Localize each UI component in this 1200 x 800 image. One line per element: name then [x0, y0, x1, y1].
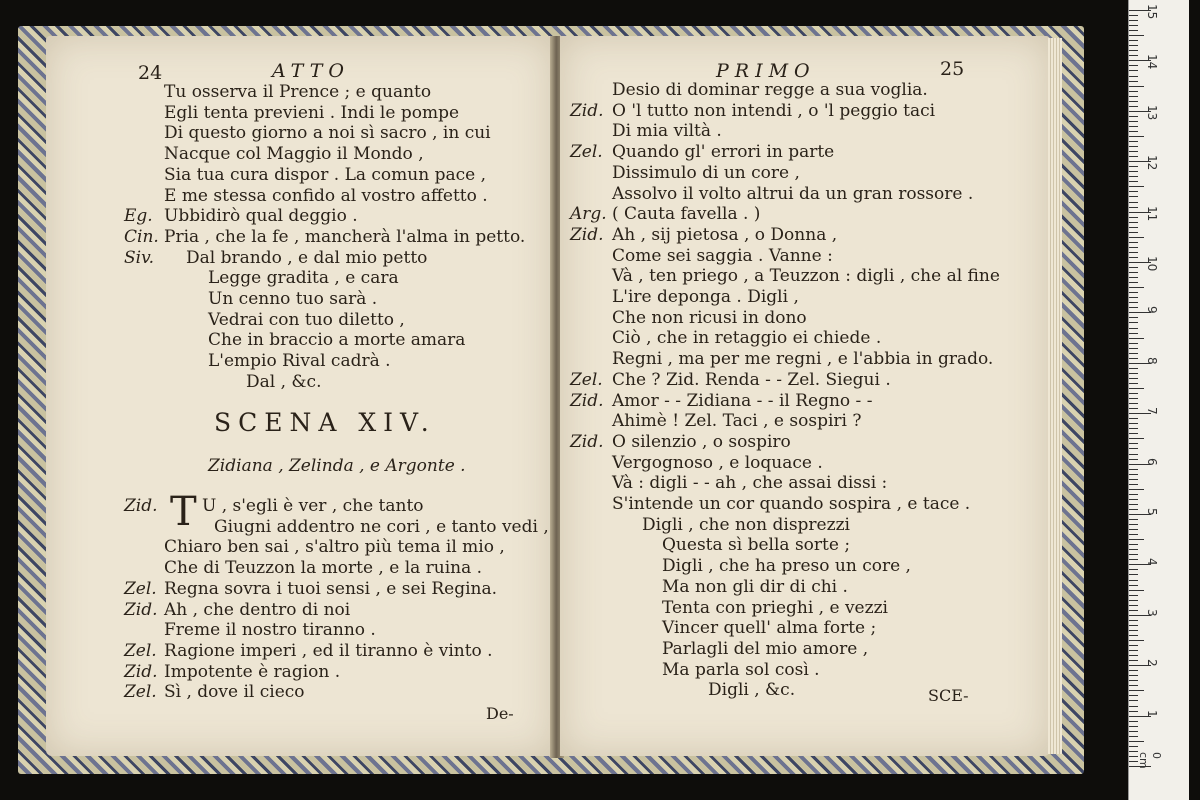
verse-line: Amor - - Zidiana - - il Regno - -: [612, 390, 873, 411]
right-page: [560, 36, 1050, 756]
verse-line: Impotente è ragion .: [164, 661, 341, 682]
ruler-tick: [1129, 438, 1144, 439]
speaker-abbreviation: Arg.: [570, 204, 607, 225]
ruler-tick: [1129, 247, 1138, 248]
ruler-tick: [1129, 181, 1138, 182]
ruler-tick: [1129, 378, 1138, 379]
ruler-tick: [1129, 348, 1138, 349]
verse-line: Nacque col Maggio il Mondo ,: [164, 144, 424, 165]
speaker-abbreviation: Zid.: [570, 100, 604, 121]
ruler-tick: [1129, 504, 1138, 505]
verse-line: Di questo giorno a noi sì sacro , in cui: [164, 123, 491, 144]
ruler-tick: [1129, 328, 1138, 329]
ruler-tick: [1129, 76, 1138, 77]
ruler-tick: [1129, 196, 1138, 197]
ruler-tick: [1129, 620, 1138, 621]
ruler-tick: [1129, 237, 1144, 238]
ruler-tick: [1129, 721, 1138, 722]
ruler-tick: [1129, 630, 1138, 631]
ruler-number: 7: [1145, 407, 1159, 415]
verse-line: Che di Teuzzon la morte , e la ruina .: [164, 558, 483, 579]
ruler-tick: [1129, 343, 1138, 344]
verse-line: Di mia viltà .: [612, 121, 722, 142]
ruler-tick: [1129, 222, 1138, 223]
ruler-tick: [1129, 494, 1138, 495]
ruler-tick: [1129, 282, 1138, 283]
verse-line: Ciò , che in retaggio ei chiede .: [612, 328, 882, 349]
ruler-tick: [1129, 257, 1138, 258]
ruler-tick: [1129, 136, 1144, 137]
ruler-tick: [1129, 322, 1138, 323]
speaker-abbreviation: Zel.: [124, 682, 157, 703]
ruler-tick: [1129, 474, 1138, 475]
ruler-tick: [1129, 554, 1138, 555]
ruler-tick: [1129, 156, 1138, 157]
ruler-tick: [1129, 706, 1138, 707]
ruler-tick: [1129, 383, 1138, 384]
verse-line: Legge gradita , e cara: [208, 268, 399, 289]
ruler-tick: [1129, 569, 1138, 570]
ruler-number: 13: [1145, 104, 1159, 121]
verse-line: O silenzio , o sospiro: [612, 431, 791, 452]
ruler-tick: [1129, 15, 1138, 16]
ruler-tick: [1129, 459, 1138, 460]
ruler-tick: [1129, 408, 1138, 409]
ruler-number: 10: [1145, 256, 1159, 272]
verse-line: Dal , &c.: [246, 371, 322, 392]
verse-line: Sia tua cura dispor . La comun pace ,: [164, 164, 486, 185]
speaker-abbreviation: Zid.: [570, 390, 604, 411]
ruler-number: 11: [1145, 205, 1159, 221]
ruler-tick: [1129, 116, 1138, 117]
verse-line: U , s'egli è ver , che tanto: [202, 496, 424, 516]
verse-line: E me stessa confido al vostro affetto .: [164, 185, 488, 206]
running-head: ATTO: [272, 60, 350, 82]
ruler-tick: [1129, 655, 1138, 656]
verse-line: Quando gl' errori in parte: [612, 142, 835, 163]
ruler-tick: [1129, 469, 1138, 470]
ruler-tick: [1129, 393, 1138, 394]
verse-line: L'empio Rival cadrà .: [208, 351, 391, 372]
speaker-abbreviation: Zel.: [570, 369, 603, 390]
ruler-tick: [1129, 101, 1138, 102]
verse-line: Ahimè ! Zel. Taci , e sospiri ?: [612, 411, 862, 432]
ruler-number: 12: [1145, 155, 1159, 171]
ruler-tick: [1129, 338, 1144, 339]
ruler-tick: [1129, 443, 1138, 444]
verse-line: Desio di dominar regge a sua voglia.: [612, 80, 928, 100]
ruler-tick: [1129, 524, 1138, 525]
verse-line: Come sei saggia . Vanne :: [612, 245, 833, 266]
verse-line: Questa sì bella sorte ;: [662, 535, 851, 556]
ruler-tick: [1129, 40, 1138, 41]
speaker-abbreviation: Cin.: [124, 226, 159, 247]
speaker-abbreviation: Zid.: [124, 496, 158, 516]
ruler-tick: [1129, 539, 1144, 540]
ruler-tick: [1129, 736, 1138, 737]
verse-line: L'ire deponga . Digli ,: [612, 287, 799, 307]
ruler-tick: [1129, 252, 1138, 253]
ruler-tick: [1129, 287, 1144, 288]
scene-title: SCENA XIV.: [214, 408, 436, 437]
ruler-tick: [1129, 50, 1138, 51]
ruler-tick: [1129, 585, 1138, 586]
ruler-tick: [1129, 519, 1138, 520]
ruler-tick: [1129, 479, 1138, 480]
ruler-tick: [1129, 65, 1138, 66]
ruler-tick: [1129, 151, 1138, 152]
ruler-tick: [1129, 454, 1138, 455]
ruler-tick: [1129, 86, 1144, 87]
ruler-tick: [1129, 433, 1138, 434]
ruler-tick: [1129, 680, 1138, 681]
ruler-number: 3: [1145, 608, 1159, 617]
speaker-abbreviation: Zid.: [124, 599, 158, 620]
ruler-unit-label: 0 cm: [1137, 752, 1163, 769]
ruler-tick: [1129, 232, 1138, 233]
ruler-tick: [1129, 307, 1138, 308]
ruler-tick: [1129, 368, 1138, 369]
ruler-tick: [1129, 242, 1138, 243]
ruler-tick: [1129, 292, 1138, 293]
ruler-tick: [1129, 171, 1138, 172]
ruler-tick: [1129, 176, 1138, 177]
verse-line: Freme il nostro tiranno .: [164, 620, 376, 641]
scene-persons: Zidiana , Zelinda , e Argonte .: [208, 456, 466, 476]
ruler-tick: [1129, 489, 1144, 490]
verse-line: Ma parla sol così .: [662, 659, 820, 680]
verse-line: O 'l tutto non intendi , o 'l peggio taci: [612, 100, 936, 121]
ruler-tick: [1129, 499, 1138, 500]
page-number: 24: [138, 62, 163, 84]
ruler-number: 5: [1145, 508, 1159, 516]
verse-line: Ubbidirò qual deggio .: [164, 206, 358, 227]
ruler-tick: [1129, 227, 1138, 228]
ruler-tick: [1129, 600, 1138, 601]
running-head: PRIMO: [716, 60, 816, 82]
verse-line: Vedrai con tuo diletto ,: [208, 309, 405, 330]
drop-cap: T: [170, 489, 197, 535]
ruler-number: 8: [1145, 356, 1159, 365]
ruler-tick: [1129, 418, 1138, 419]
ruler-tick: [1129, 70, 1138, 71]
ruler-tick: [1129, 126, 1138, 127]
ruler-tick: [1129, 544, 1138, 545]
ruler-tick: [1129, 373, 1138, 374]
ruler-tick: [1129, 45, 1138, 46]
ruler-tick: [1129, 277, 1138, 278]
ruler-tick: [1129, 690, 1144, 691]
ruler-tick: [1129, 186, 1144, 187]
ruler-tick: [1129, 650, 1138, 651]
speaker-abbreviation: Zel.: [124, 640, 157, 661]
verse-line: Dal brando , e dal mio petto: [186, 247, 428, 268]
ruler-tick: [1129, 685, 1138, 686]
page-number: 25: [940, 58, 965, 80]
ruler-tick: [1129, 580, 1138, 581]
ruler-tick: [1129, 448, 1138, 449]
ruler-tick: [1129, 529, 1138, 530]
verse-line: Regni , ma per me regni , e l'abbia in grado.: [612, 349, 994, 370]
ruler-tick: [1129, 711, 1138, 712]
ruler-tick: [1129, 35, 1144, 36]
ruler-tick: [1129, 574, 1138, 575]
ruler-number: 9: [1145, 306, 1159, 315]
ruler-tick: [1129, 635, 1138, 636]
ruler-tick: [1129, 388, 1144, 389]
verse-line: Parlagli del mio amore ,: [662, 638, 869, 659]
ruler-tick: [1129, 700, 1138, 701]
ruler-number: 1: [1145, 709, 1159, 718]
verse-line: Egli tenta previeni . Indi le pompe: [164, 102, 460, 123]
ruler-tick: [1129, 81, 1138, 82]
ruler-tick: [1129, 207, 1138, 208]
ruler-tick: [1129, 726, 1138, 727]
ruler-number: 15: [1145, 4, 1159, 20]
ruler-tick: [1129, 549, 1138, 550]
verse-line: Digli , che ha preso un core ,: [662, 556, 911, 577]
verse-line: Ah , sij pietosa , o Donna ,: [612, 224, 838, 245]
verse-line: Ah , che dentro di noi: [164, 599, 351, 620]
ruler-tick: [1129, 166, 1138, 167]
verse-line: ( Cauta favella . ): [612, 204, 761, 225]
ruler-tick: [1129, 267, 1138, 268]
ruler-number: 6: [1145, 457, 1159, 466]
speaker-abbreviation: Zid.: [570, 431, 604, 452]
ruler-tick: [1129, 106, 1138, 107]
ruler-tick: [1129, 595, 1138, 596]
ruler-tick: [1129, 675, 1138, 676]
ruler-number: 2: [1145, 659, 1159, 667]
verse-line: Tenta con prieghi , e vezzi: [662, 597, 888, 618]
ruler-tick: [1129, 670, 1138, 671]
ruler-tick: [1129, 660, 1138, 661]
speaker-abbreviation: Zel.: [570, 142, 603, 163]
ruler-tick: [1129, 403, 1138, 404]
left-page: [46, 36, 554, 756]
verse-line: S'intende un cor quando sospira , e tace .: [612, 494, 971, 514]
ruler-number: 4: [1145, 558, 1159, 567]
ruler-tick: [1129, 25, 1138, 26]
speaker-abbreviation: Eg.: [124, 206, 153, 227]
speaker-abbreviation: Zid.: [570, 224, 604, 245]
ruler-tick: [1129, 96, 1138, 97]
ruler-tick: [1129, 610, 1138, 611]
verse-line: Sì , dove il cieco: [164, 682, 305, 703]
ruler-tick: [1129, 121, 1138, 122]
speaker-abbreviation: Siv.: [124, 247, 155, 268]
ruler-tick: [1129, 746, 1138, 747]
verse-line: Digli , &c.: [708, 680, 796, 701]
ruler-tick: [1129, 297, 1138, 298]
catchword: De-: [486, 704, 514, 723]
verse-line: Ragione imperi , ed il tiranno è vinto .: [164, 640, 493, 661]
catchword: SCE-: [928, 686, 969, 705]
ruler-tick: [1129, 625, 1138, 626]
ruler-tick: [1129, 91, 1138, 92]
ruler-tick: [1129, 695, 1138, 696]
ruler-tick: [1129, 358, 1138, 359]
page-edges: [1048, 38, 1062, 754]
ruler-tick: [1129, 191, 1138, 192]
verse-line: Vergognoso , e loquace .: [612, 452, 823, 473]
ruler-tick: [1129, 590, 1144, 591]
ruler-tick: [1129, 559, 1138, 560]
verse-line: Tu osserva il Prence ; e quanto: [164, 82, 432, 102]
verse-line: Vincer quell' alma forte ;: [662, 618, 877, 639]
speaker-abbreviation: Zel.: [124, 578, 157, 599]
speaker-abbreviation: Zid.: [124, 661, 158, 682]
ruler-tick: [1129, 146, 1138, 147]
verse-line: Ma non gli dir di chi .: [662, 576, 848, 597]
ruler-tick: [1129, 217, 1138, 218]
ruler-tick: [1129, 272, 1138, 273]
verse-line: Pria , che la fe , mancherà l'alma in petto.: [164, 226, 526, 247]
ruler-tick: [1129, 20, 1138, 21]
verse-line: Che non ricusi in dono: [612, 307, 807, 328]
ruler-number: 14: [1145, 54, 1159, 70]
verse-line: Regna sovra i tuoi sensi , e sei Regina.: [164, 578, 498, 599]
verse-line: Giugni addentro ne cori , e tanto vedi ,: [214, 516, 549, 537]
ruler-tick: [1129, 353, 1138, 354]
ruler-tick: [1129, 317, 1138, 318]
verse-line: Che ? Zid. Renda - - Zel. Siegui .: [612, 369, 891, 390]
ruler-tick: [1129, 640, 1144, 641]
ruler-tick: [1129, 302, 1138, 303]
ruler-tick: [1129, 484, 1138, 485]
ruler-tick: [1129, 645, 1138, 646]
ruler-tick: [1129, 605, 1138, 606]
verse-line: Chiaro ben sai , s'altro più tema il mio ,: [164, 537, 505, 558]
ruler-tick: [1129, 534, 1138, 535]
ruler-tick: [1129, 55, 1138, 56]
ruler-tick: [1129, 141, 1138, 142]
ruler-tick: [1129, 202, 1138, 203]
ruler-tick: [1129, 731, 1138, 732]
verse-line: Và , ten priego , a Teuzzon : digli , che al fine: [612, 266, 1000, 287]
ruler-tick: [1129, 333, 1138, 334]
ruler-tick: [1129, 30, 1138, 31]
ruler-tick: [1129, 131, 1138, 132]
ruler-tick: [1129, 741, 1144, 742]
ruler-tick: [1129, 428, 1138, 429]
measuring-ruler: [1128, 0, 1189, 800]
verse-line: Che in braccio a morte amara: [208, 330, 466, 351]
verse-line: Và : digli - - ah , che assai dissi :: [612, 473, 888, 494]
ruler-tick: [1129, 509, 1138, 510]
ruler-tick: [1129, 423, 1138, 424]
verse-line: Un cenno tuo sarà .: [208, 289, 378, 309]
verse-line: Digli , che non disprezzi: [642, 514, 850, 535]
ruler-tick: [1129, 398, 1138, 399]
verse-line: Dissimulo di un core ,: [612, 162, 800, 183]
verse-line: Assolvo il volto altrui da un gran rossore .: [612, 183, 974, 204]
